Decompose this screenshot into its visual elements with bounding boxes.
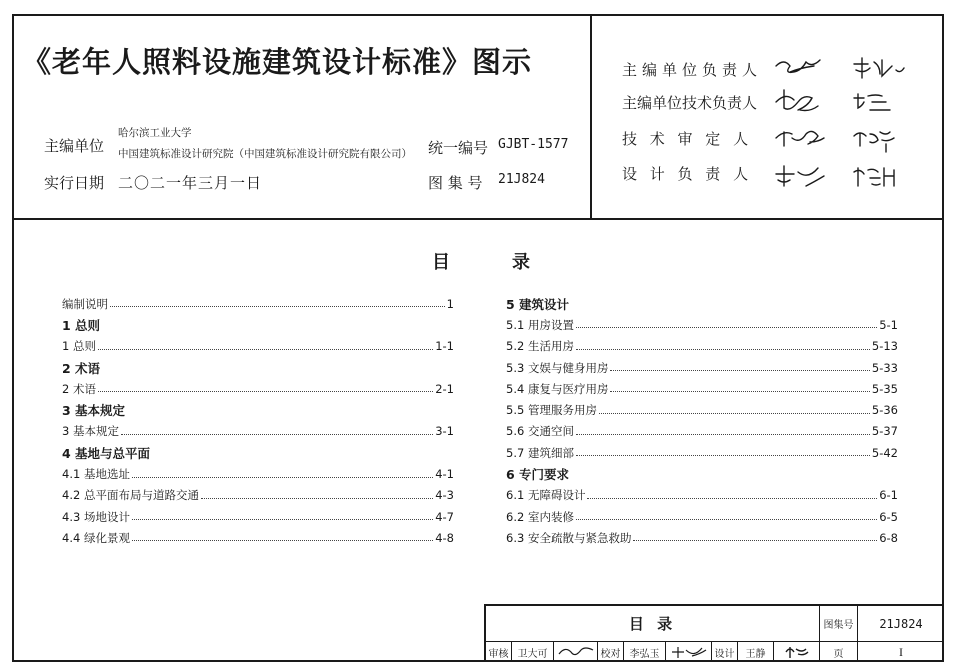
toc-leader-dots (633, 540, 877, 541)
toc-page-number: 5-42 (871, 445, 898, 460)
toc-page-number: 5-33 (871, 360, 898, 375)
toc-leader-dots (576, 455, 870, 456)
toc-entry (506, 442, 898, 463)
title-block (484, 604, 944, 662)
toc-leader-dots (610, 370, 869, 371)
tb-review-label: 审核 (486, 642, 512, 662)
toc-title-right: 录 (512, 252, 530, 273)
toc-page-number: 5-35 (871, 381, 898, 396)
toc-entry (506, 314, 898, 335)
toc-entry-title: 2 术语 (62, 381, 96, 396)
tb-atlas-value: 21J824 (858, 606, 944, 642)
toc-entry-title: 4 基地与总平面 (62, 445, 151, 461)
toc-leader-dots (576, 519, 877, 520)
tb-atlas-label: 图集号 (820, 606, 858, 642)
toc-right-column (506, 293, 898, 549)
toc-page-number: 5-36 (871, 403, 898, 418)
tb-design-label: 设计 (712, 642, 738, 662)
toc-entry-title: 5.5 管理服务用房 (506, 403, 597, 418)
toc-section-heading (506, 293, 898, 314)
chief-unit-2: 中国建筑标准设计研究院（中国建筑标准设计研究院有限公司） (118, 148, 412, 160)
toc-entry (62, 421, 454, 442)
toc-entry-title: 3 基本规定 (62, 424, 119, 439)
toc-leader-dots (132, 477, 433, 478)
toc-page-number: 4-8 (435, 530, 454, 545)
chief-unit-1: 哈尔滨工业大学 (118, 127, 192, 139)
toc-page-number: 6-5 (879, 509, 898, 524)
toc-page-number: 6-8 (879, 530, 898, 545)
toc-entry-title: 6.2 室内装修 (506, 509, 574, 524)
toc-page-number: 1-1 (435, 339, 454, 354)
toc-entry (62, 293, 454, 314)
toc-entry-title: 5.6 交通空间 (506, 424, 574, 439)
toc-leader-dots (98, 349, 433, 350)
toc-entry-title: 6.3 安全疏散与紧急救助 (506, 530, 632, 545)
toc-leader-dots (610, 391, 869, 392)
unified-no-value: GJBT-1577 (498, 137, 569, 152)
toc-entry (62, 527, 454, 548)
toc-page-number: 3-1 (435, 424, 454, 439)
atlas-title: 《老年人照料设施建筑设计标准》图示 (22, 45, 533, 79)
toc-leader-dots (98, 391, 433, 392)
toc-entry (506, 527, 898, 548)
tb-page-value: I (899, 644, 903, 659)
toc-entry-title: 4.2 总平面布局与道路交通 (62, 488, 199, 503)
role-design-lead: 设 计 负 责 人 (622, 165, 753, 183)
toc-page-number: 1 (446, 296, 454, 311)
toc-page-number: 4-7 (435, 509, 454, 524)
toc-entry-title: 2 术语 (62, 360, 101, 376)
atlas-no-value: 21J824 (498, 172, 545, 187)
toc-entry-title: 5.4 康复与医疗用房 (506, 381, 609, 396)
toc-section-heading (62, 357, 454, 378)
tb-name: 目 录 (486, 606, 820, 642)
toc-leader-dots (201, 498, 433, 499)
tb-review-name: 卫大可 (512, 642, 554, 662)
toc-entry-title: 4.4 绿化景观 (62, 530, 130, 545)
tb-review-signature (554, 642, 598, 662)
unified-no-label: 统一编号 (428, 139, 489, 157)
toc-entry (506, 336, 898, 357)
toc-entry-title: 5 建筑设计 (506, 296, 570, 312)
toc-entry-title: 5.3 文娱与健身用房 (506, 360, 609, 375)
toc-leader-dots (576, 327, 877, 328)
toc-page-number: 4-1 (435, 467, 454, 482)
toc-leader-dots (121, 434, 433, 435)
toc-entry-title: 6 专门要求 (506, 467, 570, 483)
tb-check-signature (666, 642, 712, 662)
toc-entry (506, 378, 898, 399)
toc-entry (62, 506, 454, 527)
toc-page-number: 5-1 (879, 317, 898, 332)
toc-entry (506, 421, 898, 442)
toc-entry-title: 6.1 无障碍设计 (506, 488, 586, 503)
toc-entry-title: 1 总则 (62, 317, 101, 333)
toc-title-left: 目 (432, 252, 450, 273)
toc-leader-dots (132, 519, 433, 520)
toc-entry-title: 4.1 基地选址 (62, 467, 130, 482)
toc-entry (506, 506, 898, 527)
header-divider (590, 14, 592, 220)
toc-entry (62, 463, 454, 484)
toc-entry (506, 399, 898, 420)
toc-leader-dots (132, 540, 433, 541)
toc-entry (62, 485, 454, 506)
tb-check-name: 李弘玉 (624, 642, 666, 662)
toc-entry (506, 485, 898, 506)
toc-page-number: 5-13 (871, 339, 898, 354)
toc-section-heading (62, 399, 454, 420)
toc-entry-title: 5.7 建筑细部 (506, 445, 574, 460)
toc-entry-title: 4.3 场地设计 (62, 509, 130, 524)
toc-leader-dots (576, 434, 870, 435)
toc-page-number: 5-37 (871, 424, 898, 439)
tb-design-name: 王静 (738, 642, 774, 662)
toc-entry-title: 5.2 生活用房 (506, 339, 574, 354)
toc-entry (62, 336, 454, 357)
role-tech-review: 技 术 审 定 人 (622, 130, 753, 148)
toc-section-heading (62, 442, 454, 463)
toc-entry (62, 378, 454, 399)
tb-check-label: 校对 (598, 642, 624, 662)
toc-page-number: 4-3 (435, 488, 454, 503)
toc-section-heading (62, 314, 454, 335)
toc-section-heading (506, 463, 898, 484)
toc-left-column (62, 293, 454, 549)
role-chief-unit: 主编单位负责人 (622, 61, 763, 79)
tb-page-label: 页 (820, 642, 858, 662)
toc-leader-dots (599, 413, 870, 414)
toc-entry-title: 3 基本规定 (62, 403, 126, 419)
toc-page-number: 2-1 (435, 381, 454, 396)
date-label: 实行日期 (44, 174, 105, 192)
toc-entry (506, 357, 898, 378)
toc-leader-dots (587, 498, 877, 499)
chief-unit-label: 主编单位 (44, 137, 105, 155)
toc-page-number: 6-1 (879, 488, 898, 503)
toc-entry-title: 1 总则 (62, 339, 96, 354)
toc-entry-title: 5.1 用房设置 (506, 317, 574, 332)
toc-leader-dots (110, 306, 445, 307)
role-chief-tech: 主编单位技术负责人 (622, 94, 758, 112)
toc-entry-title: 编制说明 (62, 296, 108, 311)
atlas-no-label: 图 集 号 (428, 174, 483, 192)
signatures-image (770, 52, 940, 212)
date-value: 二〇二一年三月一日 (118, 174, 263, 192)
toc-leader-dots (576, 349, 870, 350)
tb-design-signature (774, 642, 820, 662)
